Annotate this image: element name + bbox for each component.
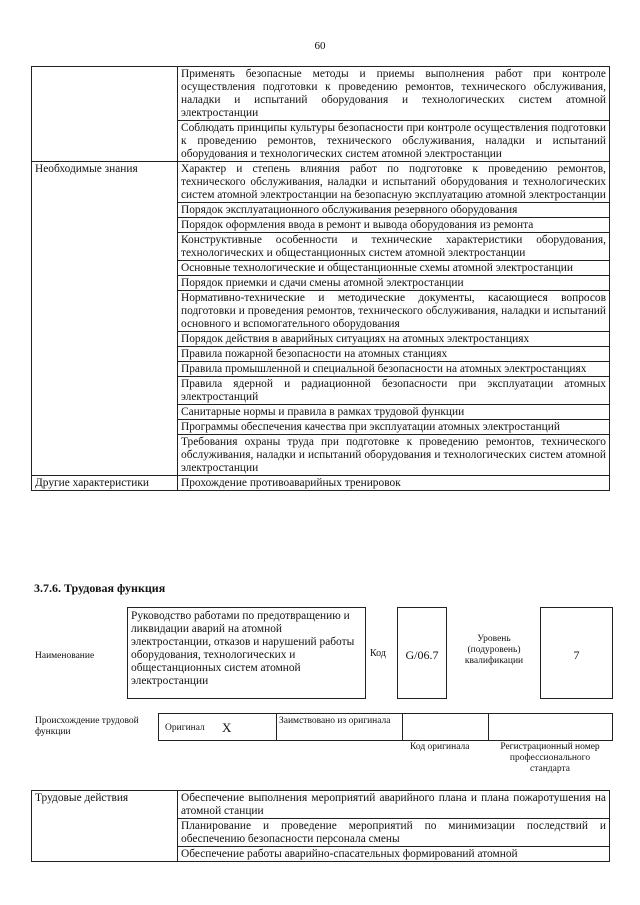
row-text: Соблюдать принципы культуры безопасности при контроле осуществления подготовки к проведению ремонтов, технического обслуживания, наладки и испытаний оборудования и технологических систем атомной электростанции — [178, 121, 610, 162]
row-text: Требования охраны труда при подготовке к проведению ремонтов, технического обслуживания, наладки и испытаний оборудования и технологических систем атомной электростанции — [178, 435, 610, 476]
row-label-other: Другие характеристики — [32, 476, 178, 491]
level-box — [540, 607, 613, 699]
row-text: Применять безопасные методы и приемы выполнения работ при контроле осуществления подготовки к проведению ремонтов, технического обслуживания, наладки и испытаний оборудования и технологических систем атомной электростанции — [178, 67, 610, 121]
code-value: G/06.7 — [405, 648, 439, 662]
row-label-knowledge: Необходимые знания — [32, 162, 178, 476]
divider — [488, 713, 489, 741]
code-label: Код — [370, 648, 386, 659]
function-name-box — [127, 607, 366, 699]
function-name-value: Руководство работами по предотвращению и ликвидации аварий на атомной электростанции, отказов и нарушений работы оборудования, технологических и общестанционных систем атомной электростанции — [131, 610, 355, 687]
table-row — [32, 162, 610, 203]
borrowed-label: Заимствовано из оригинала — [279, 716, 391, 726]
origin-box — [158, 713, 613, 741]
row-text: Правила ядерной и радиационной безопасности при эксплуатации атомных электростанций — [178, 377, 610, 405]
row-text: Обеспечение выполнения мероприятий аварийного плана и плана пожаротушения на атомной станции — [178, 791, 610, 819]
table-row — [32, 791, 610, 819]
original-mark: X — [222, 720, 232, 735]
row-text: Прохождение противоаварийных тренировок — [178, 476, 610, 491]
table-row — [32, 67, 610, 121]
divider — [276, 713, 277, 741]
row-text: Правила промышленной и специальной безопасности на атомных электростанциях — [178, 362, 610, 377]
section-title: 3.7.6. Трудовая функция — [34, 581, 166, 595]
reg-number-caption: Регистрационный номер профессионального стандарта — [500, 742, 600, 774]
row-text: Санитарные нормы и правила в рамках трудовой функции — [178, 405, 610, 420]
row-text: Порядок приемки и сдачи смены атомной электростанции — [178, 276, 610, 291]
row-text: Планирование и проведение мероприятий по минимизации последствий и обеспечению безопасности персонала смены — [178, 819, 610, 847]
row-label-actions: Трудовые действия — [32, 791, 178, 862]
code-box — [397, 607, 447, 699]
divider — [402, 713, 403, 741]
name-label: Наименование — [35, 651, 95, 661]
row-label — [32, 67, 178, 162]
row-text: Порядок действия в аварийных ситуациях на атомных электростанциях — [178, 332, 610, 347]
page-number: 60 — [314, 40, 326, 52]
row-text: Правила пожарной безопасности на атомных станциях — [178, 347, 610, 362]
row-text: Порядок оформления ввода в ремонт и вывода оборудования из ремонта — [178, 218, 610, 233]
table-row — [32, 476, 610, 491]
row-text: Порядок эксплуатационного обслуживания резервного оборудования — [178, 203, 610, 218]
level-value: 7 — [573, 648, 580, 662]
origin-label: Происхождение трудовой функции — [35, 716, 139, 737]
code-original-caption: Код оригинала — [410, 742, 470, 752]
level-label: Уровень (подуровень) квалификации — [464, 634, 524, 666]
row-text: Нормативно-технические и методические документы, касающиеся вопросов подготовки и проведения ремонтов, технического обслуживания, наладки и испытаний основного и вспомогательного оборудования — [178, 291, 610, 332]
row-text: Основные технологические и общестанционные схемы атомной электростанции — [178, 261, 610, 276]
row-text: Программы обеспечения качества при эксплуатации атомных электростанций — [178, 420, 610, 435]
row-text: Конструктивные особенности и технические характеристики оборудования, технологических и общестанционных систем атомной электростанции — [178, 233, 610, 261]
skills-knowledge-table — [31, 66, 610, 491]
row-text: Характер и степень влияния работ по подготовке к проведению ремонтов, технического обслуживания, наладки и испытаний оборудования и технологических систем атомной электростанции на безопасную эксплуатацию атомной электростанции — [178, 162, 610, 203]
labor-actions-table — [31, 790, 610, 862]
row-text: Обеспечение работы аварийно-спасательных формирований атомной — [178, 847, 610, 862]
original-label: Оригинал — [165, 723, 205, 733]
